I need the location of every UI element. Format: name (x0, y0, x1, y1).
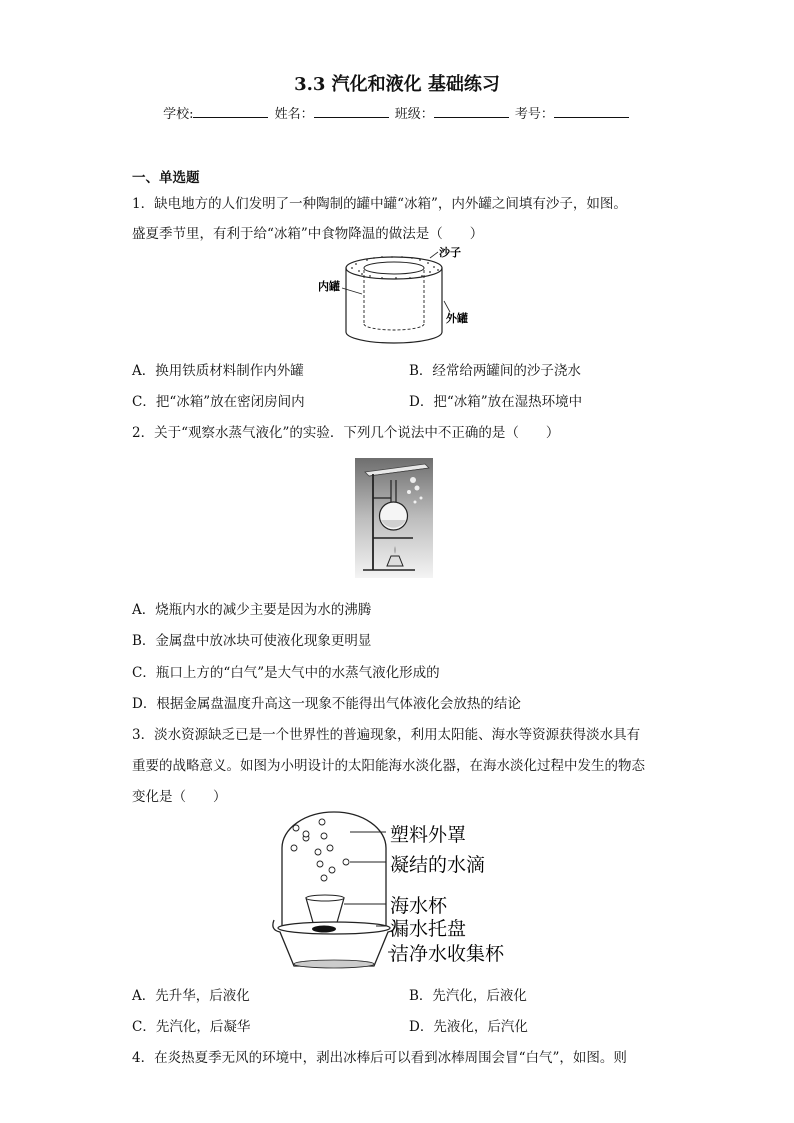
q1-figure-pot-in-pot (312, 246, 482, 351)
name-label: 姓名： (274, 107, 314, 122)
q3-option-d[interactable]: D．先液化，后汽化 (409, 1019, 528, 1035)
q3-option-a[interactable]: A．先升华，后液化 (132, 988, 250, 1004)
label-plastic-cover: 塑料外罩 (390, 824, 467, 846)
q2-option-b[interactable]: B．金属盘中放冰块可使液化现象更明显 (132, 633, 372, 649)
section-heading: 一、单选题 (132, 170, 200, 186)
q1-option-b[interactable]: B．经常给两罐间的沙子浇水 (409, 363, 581, 379)
inner-pot-bottom (364, 324, 424, 330)
label-outer: 外罐 (446, 312, 468, 325)
outer-pot-bottom (346, 332, 442, 343)
q2-stem: 2．关于“观察水蒸气液化”的实验．下列几个说法中不正确的是（ ） (132, 425, 560, 441)
label-condensed-drops: 凝结的水滴 (390, 854, 486, 876)
q3-stem-line3: 变化是（ ） (132, 789, 227, 805)
page-title: 3.3 汽化和液化 基础练习 (294, 74, 500, 95)
q2-option-a[interactable]: A．烧瓶内水的减少主要是因为水的沸腾 (132, 602, 372, 618)
school-label: 学校: (163, 107, 194, 122)
name-blank[interactable] (314, 105, 389, 118)
exam-no-label: 考号： (514, 107, 554, 122)
class-blank[interactable] (434, 105, 509, 118)
label-clean-water-cup: 洁净水收集杯 (390, 943, 505, 965)
q3-option-b[interactable]: B．先汽化，后液化 (409, 988, 527, 1004)
collected-water (294, 960, 374, 968)
q3-option-c[interactable]: C．先汽化，后凝华 (132, 1019, 251, 1035)
inner-pot-rim (364, 262, 424, 274)
q1-option-d[interactable]: D．把“冰箱”放在湿热环境中 (409, 394, 583, 410)
q4-stem-line1: 4．在炎热夏季无风的环境中，剥出冰棒后可以看到冰棒周围会冒“白气”，如图。则 (132, 1050, 627, 1066)
q3-stem-line2: 重要的战略意义。如图为小明设计的太阳能海水淡化器，在海水淡化过程中发生的物态 (132, 758, 645, 774)
q1-option-a[interactable]: A．换用铁质材料制作内外罐 (132, 363, 304, 379)
q1-stem-line1: 1．缺电地方的人们发明了一种陶制的罐中罐“冰箱”，内外罐之间填有沙子，如图。 (132, 196, 627, 212)
q1-option-c[interactable]: C．把“冰箱”放在密闭房间内 (132, 394, 305, 410)
school-blank[interactable] (193, 105, 268, 118)
exam-no-blank[interactable] (554, 105, 629, 118)
q2-option-d[interactable]: D．根据金属盘温度升高这一现象不能得出气体液化会放热的结论 (132, 696, 521, 712)
outer-leader (444, 301, 450, 312)
seawater-cup-rim (306, 895, 344, 901)
label-leak-tray: 漏水托盘 (390, 918, 467, 940)
label-sand: 沙子 (439, 246, 461, 259)
q1-stem-line2: 盛夏季节里，有利于给“冰箱”中食物降温的做法是（ ） (132, 226, 484, 242)
q2-figure-condensation-apparatus (355, 458, 433, 578)
q3-figure-solar-desalinator (266, 808, 528, 978)
label-seawater-cup: 海水杯 (390, 895, 448, 917)
water-drops (291, 819, 349, 881)
class-label: 班级： (394, 107, 434, 122)
student-info-row (0, 103, 794, 122)
q2-option-c[interactable]: C．瓶口上方的“白气”是大气中的水蒸气液化形成的 (132, 665, 440, 681)
sand-leader (430, 252, 438, 258)
leak-tray-hole (312, 926, 336, 933)
q3-stem-line1: 3．淡水资源缺乏已是一个世界性的普遍现象，利用太阳能、海水等资源获得淡水具有 (132, 727, 641, 743)
inner-leader (342, 288, 362, 294)
label-inner: 内罐 (318, 280, 340, 293)
